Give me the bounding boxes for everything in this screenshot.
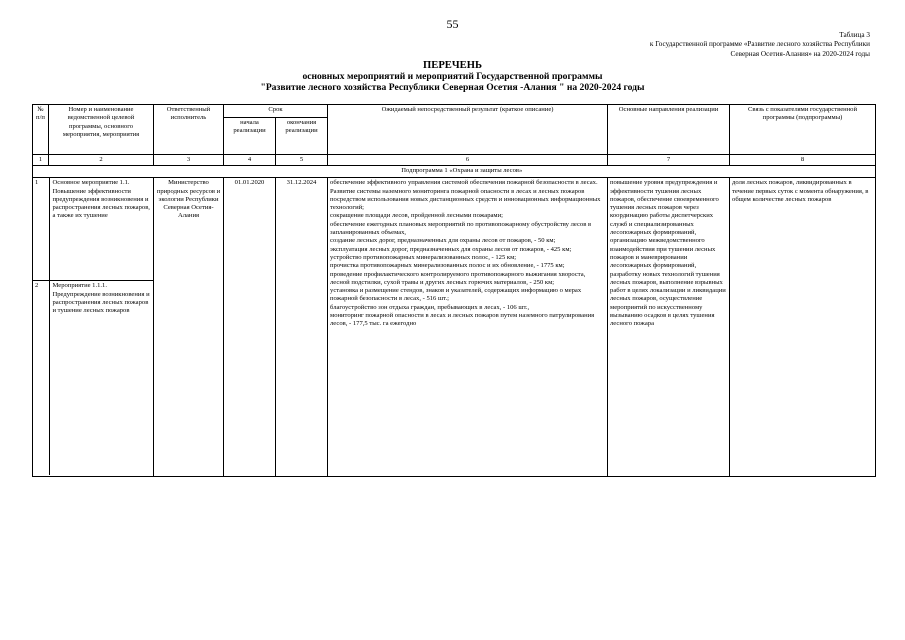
header-start: начала реализации [224, 118, 276, 155]
end-date-cell: 31.12.2024 [276, 178, 328, 477]
document-title [0, 61, 905, 93]
directions-cell: повышение уровня предупреждения и эффективности тушения лесных пожаров, обеспечение своевременного тушения лесных пожаров через координацию работы диспетчерских служб и специализированных лесопожарных формирований, организацию межведомственного взаимодействия при тушении лесных пожаров и маневрировании лесопожарных формирований, разработку новых технологий тушения лесных пожаров, выполнение взрывных работ в целях локализации и ликвидации лесных пожаров, осуществление мероприятий по искусственному вызыванию осадков в целях тушения лесного пожара [608, 178, 730, 477]
result-line: сокращение площади лесов, пройденной лесными пожарами; [330, 212, 503, 220]
measures-table [32, 104, 876, 477]
row-name: Мероприятие 1.1.1. Предупреждение возникновения и распространения лесных пожаров и тушение лесных пожаров [52, 282, 150, 315]
title-line2: основных мероприятий и мероприятий Государственной программы [302, 70, 603, 82]
header-link: Связь с показателями государственной программы (подпрограммы) [730, 105, 876, 155]
result-cell [328, 178, 608, 477]
col-number: 8 [730, 155, 876, 166]
col-number: 3 [154, 155, 224, 166]
column-number-row [33, 155, 876, 166]
result-line: устройство противопожарных минерализованных полос, - 125 км; [330, 253, 517, 261]
table-row [33, 178, 876, 477]
table-ref-line1: Таблица 3 [839, 31, 870, 39]
header-row [33, 105, 876, 118]
col-number: 5 [276, 155, 328, 166]
col-number: 1 [33, 155, 49, 166]
table-row [33, 281, 153, 476]
table-ref-line3: Северная Осетия-Алания» на 2020-2024 годы [730, 49, 870, 58]
subprogram-title: Подпрограмма 1 «Охрана и защиты лесов» [49, 166, 876, 178]
col-number: 4 [224, 155, 276, 166]
row-num: 2 [33, 281, 49, 476]
executor-cell: Министерство природных ресурсов и экологии Республики Северная Осетия-Алания [154, 178, 224, 477]
header-executor: Ответственный исполнитель [154, 105, 224, 155]
header-end: окончания реализации [276, 118, 328, 155]
table-ref-line2: к Государственной программе «Развитие лесного хозяйства Республики [649, 40, 870, 49]
header-name: Номер и наименование ведомственной целевой программы, основного мероприятия, мероприятия [49, 105, 154, 155]
col-number: 6 [328, 155, 608, 166]
header-num: № п/п [33, 105, 49, 155]
result-line: прочистка противопожарных минерализованных полос и их обновление, - 1775 км; [330, 262, 565, 270]
subprogram-row [33, 166, 876, 178]
link-cell: доля лесных пожаров, ликвидированных в течение первых суток с момента обнаружения, в общем количестве лесных пожаров [730, 178, 876, 477]
table-reference [550, 31, 870, 59]
start-date-cell: 01.01.2020 [224, 178, 276, 477]
row-names-cell [33, 178, 154, 477]
row-name: Основное мероприятие 1.1. Повышение эффективности предупреждения возникновения и распространения лесных пожаров, а также их тушение [49, 178, 153, 281]
title-line3: "Развитие лесного хозяйства Республики Северная Осетия -Алания " на 2020-2024 годы [260, 81, 645, 93]
result-line: благоустройство зон отдыха граждан, пребывающих в лесах, - 106 шт., [330, 303, 530, 311]
row-names [33, 178, 153, 475]
row-num: 1 [33, 178, 49, 281]
result-line: проведение профилактического контролируемого противопожарного выжигания хвороста, лесной подстилки, сухой травы и других лесных горючих материалов, - 250 км; [330, 270, 586, 286]
header-result: Ожидаемый непосредственный результат (краткое описание) [328, 105, 608, 155]
table-row [33, 178, 153, 281]
result-line: обеспечение эффективного управления системой обеспечения пожарной безопасности в лесах. Развитие системы наземного мониторинга пожарной опасности в лесах и лесных пожаров посредством использования новых дистанционных средств и инновационных информационных технологий; [330, 179, 601, 212]
result-line: обеспечение ежегодных плановых мероприятий по противопожарному обустройству лесов в запланированных объемах, [330, 220, 592, 237]
result-line: установка и размещение стендов, знаков и указателей, содержащих информацию о мерах пожарной безопасности в лесах, - 516 шт.; [330, 287, 582, 303]
header-term: Срок [224, 105, 328, 118]
title-line1: ПЕРЕЧЕНЬ [423, 60, 482, 71]
result-line: мониторинг пожарной опасности в лесах и лесных пожаров путем наземного патрулирования лесов, - 177,5 тыс. га ежегодно [330, 312, 595, 328]
result-line: эксплуатация лесных дорог, предназначенных для охраны лесов от пожаров, - 425 км; [330, 245, 572, 253]
col-number: 7 [608, 155, 730, 166]
result-line: создание лесных дорог, предназначенных для охраны лесов от пожаров, - 50 км; [330, 237, 556, 245]
header-directions: Основные направления реализации [608, 105, 730, 155]
col-number: 2 [49, 155, 154, 166]
page-number: 55 [446, 17, 459, 31]
